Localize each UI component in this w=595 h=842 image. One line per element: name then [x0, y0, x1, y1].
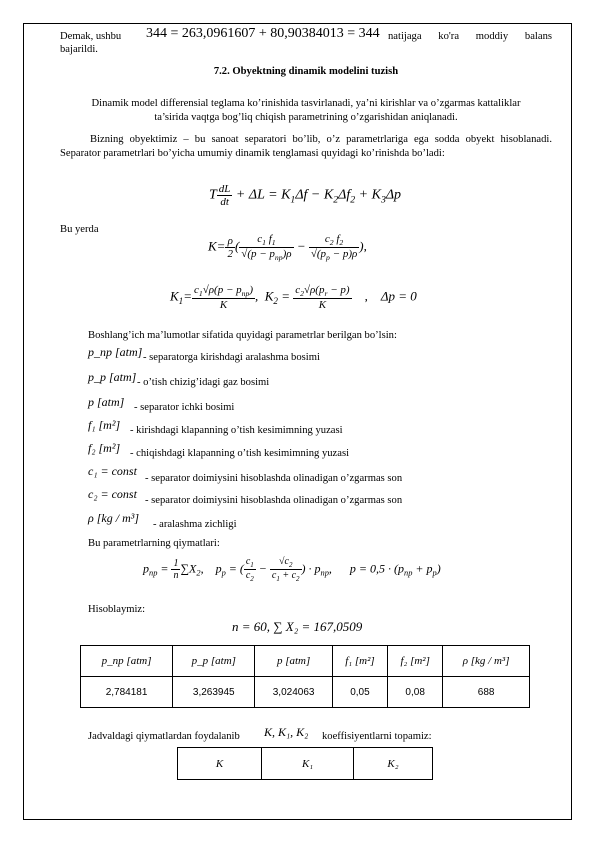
- param-symbol: p_np [atm]: [88, 345, 143, 359]
- param-symbol: ρ [kg / m³]: [88, 511, 140, 525]
- table-header: K: [178, 748, 262, 780]
- boshlang-text: Boshlang’ich ma’lumotlar sifatida quyidagi parametrlar berilgan bo’lsin:: [88, 330, 397, 341]
- table-header: p_p [atm]: [173, 646, 255, 677]
- table-header: p_np [atm]: [81, 646, 173, 677]
- table-cell: 0,05: [332, 677, 387, 708]
- jadval-after: koeffisiyentlarni topamiz:: [322, 731, 432, 742]
- coefficients-table: [177, 747, 433, 780]
- table-cell: 2,784181: [81, 677, 173, 708]
- param-desc: - separator doimiysini hisoblashda olinadigan o’zgarmas son: [145, 495, 403, 506]
- main-equation: T $\frac{dL}{dt}$ + $\Delta L = K_1\Delta f - K_2\Delta f_2 + K_3\Delta p$: [209, 183, 402, 208]
- table-header: K₁: [262, 748, 354, 780]
- bu-yerda: Bu yerda: [60, 224, 99, 235]
- param-desc: - chiqishdagi klapanning o’tish kesimimning yuzasi: [130, 448, 350, 459]
- params-table: [80, 645, 530, 708]
- intro-after: natijaga ko'ra moddiy balans: [388, 31, 552, 42]
- hisob-text: Hisoblaymiz:: [88, 604, 146, 615]
- table-header-row: [81, 646, 530, 677]
- table-header: f₂ [m²]: [388, 646, 443, 677]
- bu-param-text: Bu parametrlarning qiymatlari:: [88, 538, 220, 549]
- param-desc: - separator doimiysini hisoblashda olinadigan o’zgarmas son: [145, 473, 403, 484]
- section-title: 7.2. Obyektning dinamik modelini tuzish: [213, 66, 399, 77]
- intro-paragraph: Bizning obyektimiz – bu sanoat separatori bo’lib, o’z parametrlariga ega sodda obyekt hisoblanadi. Separator parametrlari bo’yicha umumiy dinamik tenglamasi quyidagi ko’rinishda bo’ladi:: [60, 134, 552, 159]
- table-cell: 688: [443, 677, 530, 708]
- values-formulas: $p_{np}$ = $\frac{1}{n}$ $\sum X_2$, $p_p$ = ( $\frac{c_1}{c_2}$ − $\frac{√c_2}{c_1 + c_2}$ ) · $p_{np}$, $p = 0,5 \cdot (p_{np} + p_p)$: [143, 556, 441, 583]
- k-formula: K= $\frac{\rho}{2}$ ( $\frac{c_1 f_1}{√(p - p_{np})\rho}$ − $\frac{c_2 f_2}{√(p_p - p)\rho}$ ),: [208, 233, 367, 263]
- table-header: p [atm]: [255, 646, 332, 677]
- param-desc: - kirishdagi klapanning o’tish kesimimning yuzasi: [130, 425, 343, 436]
- jadval-symbols: K, K₁, K₂: [264, 725, 309, 739]
- param-symbol: f₁ [m²]: [88, 418, 121, 432]
- param-symbol: p [atm]: [88, 395, 125, 409]
- table-header-row: [178, 748, 433, 780]
- table-header: ρ [kg / m³]: [443, 646, 530, 677]
- param-symbol: c₁ = const: [88, 464, 137, 478]
- table-cell: 3,024063: [255, 677, 332, 708]
- subtitle-line1: Dinamik model differensial teglama ko’rinishida tasvirlanadi, ya’ni kirishlar va o’zgarmas kattaliklar: [91, 98, 521, 109]
- table-header: f₁ [m²]: [332, 646, 387, 677]
- n-expression: n = 60, ∑ X₂ = 167,0509: [232, 619, 363, 634]
- table-header: K₂: [353, 748, 432, 780]
- param-desc: - separator ichki bosimi: [134, 402, 235, 413]
- param-desc: - separatorga kirishdagi aralashma bosimi: [143, 352, 320, 363]
- param-symbol: c₂ = const: [88, 487, 137, 501]
- jadval-before: Jadvaldagi qiymatlardan foydalanib: [88, 731, 240, 742]
- table-cell: 0,08: [388, 677, 443, 708]
- param-symbol: f₂ [m²]: [88, 441, 121, 455]
- k1-k2-formula: $K_1=$ $\frac{c_1√\rho(p - p_{np})}{K}$ , $K_2$ = $\frac{c_2√\rho(p_r - p)}{K}$ , Δp = 0: [170, 284, 417, 312]
- table-row: [81, 677, 530, 708]
- param-desc: - o’tish chizig’idagi gaz bosimi: [137, 377, 270, 388]
- intro-line2: bajarildi.: [60, 44, 98, 55]
- table-cell: 3,263945: [173, 677, 255, 708]
- intro-before: Demak, ushbu: [60, 31, 122, 42]
- subtitle-line2: ta’sirida vaqtga bog’liq chiqish parametrining o’zgarishidan aniqlanadi.: [154, 112, 458, 123]
- param-desc: - aralashma zichligi: [153, 519, 237, 530]
- param-symbol: p_p [atm]: [88, 370, 137, 384]
- balance-equation: 344 = 263,0961607 + 80,90384013 = 344: [146, 26, 380, 41]
